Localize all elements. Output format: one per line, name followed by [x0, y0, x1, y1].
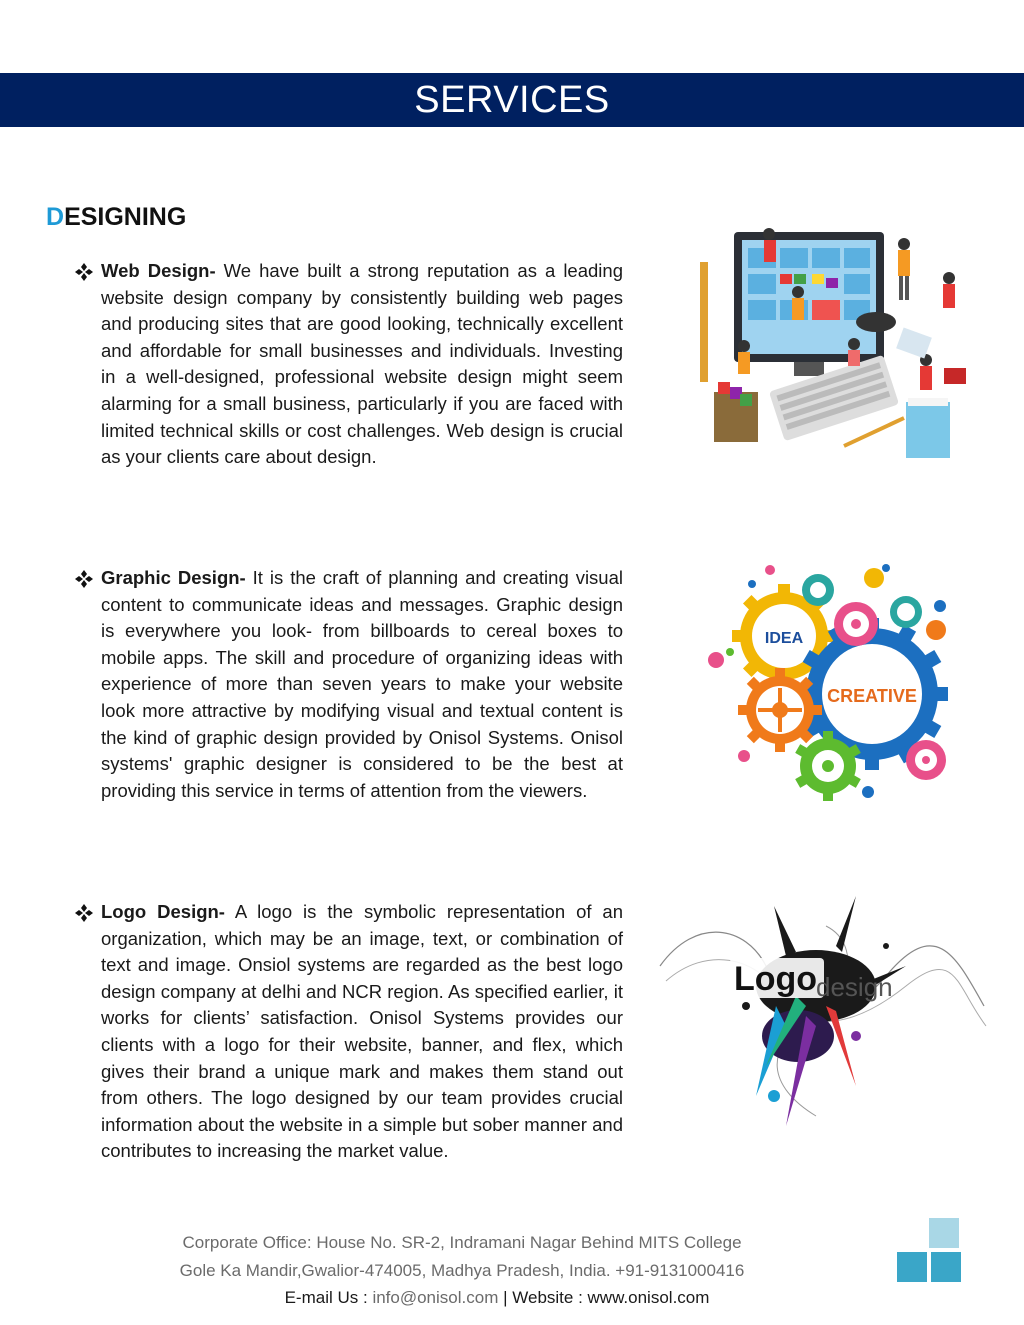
- banner-title: SERVICES: [414, 79, 610, 121]
- logo-design-illustration: [656, 886, 988, 1138]
- footer-address-line-1: Corporate Office: House No. SR-2, Indramani Nagar Behind MITS College: [182, 1233, 742, 1252]
- service-web-design: [101, 258, 623, 471]
- website-label: Website :: [512, 1288, 588, 1307]
- web-design-illustration: [694, 222, 974, 464]
- service-name: Logo Design-: [101, 901, 225, 922]
- service-name: Web Design-: [101, 260, 216, 281]
- gear-idea-label: IDEA: [764, 630, 804, 647]
- logo-art-design-word: design: [816, 972, 893, 1002]
- diamond-bullet-icon: [74, 569, 94, 589]
- service-description: It is the craft of planning and creating visual content to communicate ideas and messages. Graphic design is everywhere you look- from billboards to cereal boxes to mobile apps. The skill and procedure of organizing ideas with experience of more than seven years to make your website look more attractive by modifying visual and textual content is the kind of graphic design provided by Onisol Systems. Onisol systems' graphic designer is considered to be the best at providing this service in terms of attention from the viewers.: [101, 567, 623, 801]
- service-description: We have built a strong reputation as a leading website design company by consistently building web pages and producing sites that are good looking, technically excellent and affordable for small businesses and individuals. Investing in a well-designed, professional website design might seem alarming for a small business, particularly if you are faced with limited technical skills or cost challenges. Web design is crucial as your clients care about design.: [101, 260, 623, 468]
- website-link[interactable]: www.onisol.com: [587, 1288, 710, 1307]
- footer-separator: |: [498, 1288, 513, 1307]
- diamond-bullet-icon: [74, 903, 94, 923]
- service-logo-design: [101, 899, 623, 1165]
- footer-address-line-2: Gole Ka Mandir,Gwalior-474005, Madhya Pradesh, India. +91-9131000416: [179, 1261, 745, 1280]
- section-title: [46, 203, 186, 232]
- gear-creative-label: CREATIVE: [827, 686, 917, 706]
- email-link[interactable]: info@onisol.com: [372, 1288, 499, 1307]
- footer-contact-line: [0, 1288, 1009, 1308]
- service-description: A logo is the symbolic representation of an organization, which may be an image, text, or combination of text and image. Onsiol systems are regarded as the best logo design company at delhi and NCR region. As specified earlier, it works for clients’ satisfaction. Onisol Systems provides our clients with a logo for their website, banner, and flex, which gives their brand a unique mark and makes them stand out from others. The logo designed by our team provides crucial information about the website in a simple but sober manner and contributes to increasing the market value.: [101, 901, 623, 1162]
- email-label: E-mail Us :: [284, 1288, 373, 1307]
- logo-art-word: Logo: [734, 960, 818, 998]
- section-title-rest: ESIGNING: [64, 203, 187, 231]
- service-name: Graphic Design-: [101, 567, 246, 588]
- diamond-bullet-icon: [74, 262, 94, 282]
- company-logo-icon: [893, 1218, 965, 1288]
- service-graphic-design: [101, 565, 623, 804]
- section-title-initial: D: [46, 203, 65, 231]
- gears-illustration: [704, 560, 960, 810]
- page-banner: [0, 73, 1024, 127]
